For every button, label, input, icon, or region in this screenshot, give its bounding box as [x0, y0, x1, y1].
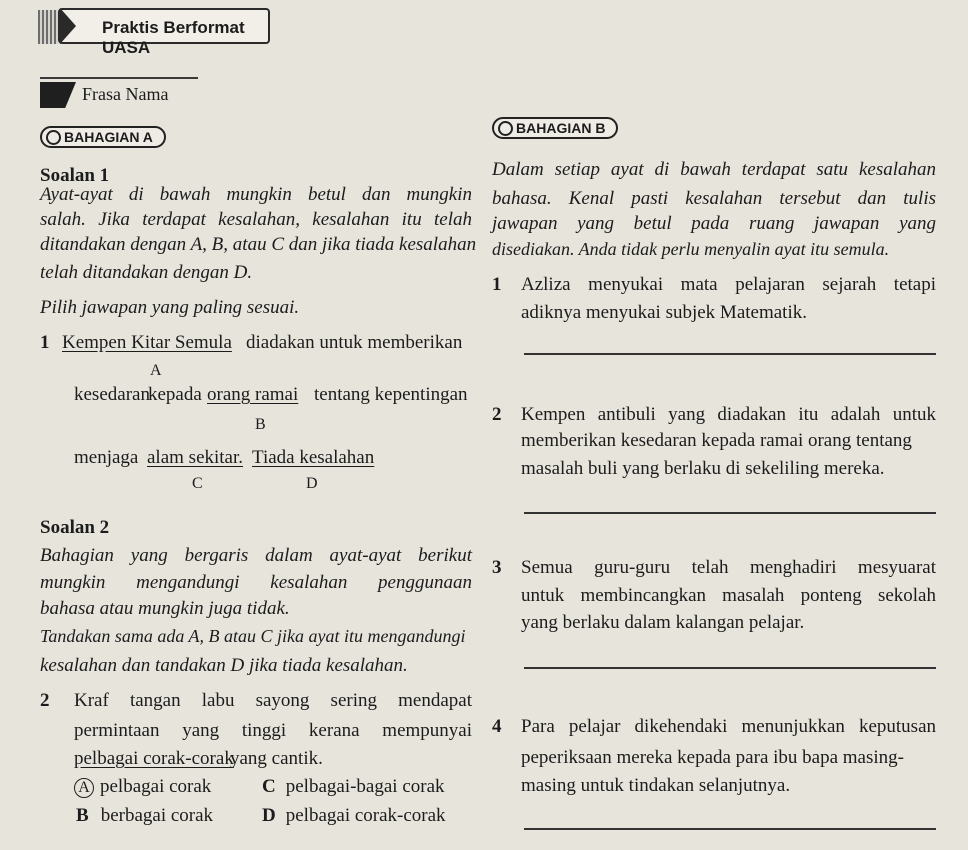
- soalan2-instruction: bahasa atau mungkin juga tidak.: [40, 598, 290, 619]
- mark-b: B: [255, 416, 266, 433]
- question-text: kepada: [148, 384, 202, 405]
- option-c-mark: C: [262, 776, 276, 797]
- question-text: memberikan kesedaran kepada ramai orang tentang: [521, 430, 912, 451]
- answer-line[interactable]: [524, 353, 936, 355]
- section-b-instruction: jawapan yang betul pada ruang jawapan yang: [492, 213, 936, 234]
- option-d-mark: D: [262, 805, 276, 826]
- soalan2-instruction: Bahagian yang bergaris dalam ayat-ayat berikut: [40, 545, 472, 566]
- mark-c: C: [192, 475, 203, 492]
- section-b-instruction: bahasa. Kenal pasti kesalahan tersebut dan tulis: [492, 188, 936, 209]
- question-text: adiknya menyukai subjek Matematik.: [521, 302, 807, 323]
- question-text: Kraf tangan labu sayong sering mendapat: [74, 690, 472, 711]
- soalan1-instruction: telah ditandakan dengan D.: [40, 262, 253, 283]
- mark-d: D: [306, 475, 318, 492]
- soalan1-instruction: ditandakan dengan A, B, atau C dan jika tiada kesalahan: [40, 234, 477, 255]
- question-text: yang berlaku dalam kalangan pelajar.: [521, 612, 805, 633]
- question-number: 4: [492, 716, 502, 737]
- question-text: masing untuk tindakan selanjutnya.: [521, 775, 791, 796]
- question-text: yang cantik.: [230, 748, 323, 769]
- question-text: Azliza menyukai mata pelajaran sejarah tetapi: [521, 274, 936, 295]
- underlined-part-b: orang ramai: [207, 384, 299, 405]
- question-number: 1: [40, 332, 50, 353]
- option-d-text: pelbagai corak-corak: [285, 805, 446, 826]
- soalan1-instruction: Ayat-ayat di bawah mungkin betul dan mungkin: [40, 184, 472, 205]
- option-b[interactable]: [76, 805, 213, 827]
- underlined-part: pelbagai corak-corak: [74, 748, 234, 769]
- soalan2-instruction: Tandakan sama ada A, B atau C jika ayat itu mengandungi: [40, 626, 466, 646]
- section-b-label: BAHAGIAN B: [492, 117, 618, 139]
- header-title-box: [58, 8, 270, 57]
- option-c-text: pelbagai-bagai corak: [285, 776, 445, 797]
- question-text: Para pelajar dikehendaki menunjukkan keputusan: [521, 716, 936, 737]
- soalan2-title: Soalan 2: [40, 517, 110, 538]
- section-b-instruction: disediakan. Anda tidak perlu menyalin ayat itu semula.: [492, 239, 890, 259]
- header-arrow-icon: [60, 8, 76, 44]
- question-text: untuk membincangkan masalah ponteng sekolah: [521, 585, 936, 606]
- underlined-part-a: Kempen Kitar Semula: [62, 332, 232, 353]
- question-number: 2: [492, 404, 502, 425]
- question-text: permintaan yang tinggi kerana mempunyai: [74, 720, 472, 741]
- answer-line[interactable]: [524, 667, 936, 669]
- question-number: 3: [492, 557, 502, 578]
- soalan1-title: Soalan 1: [40, 165, 110, 186]
- underlined-part-d: Tiada kesalahan: [252, 447, 375, 468]
- answer-line[interactable]: [524, 828, 936, 830]
- mark-a: A: [150, 362, 162, 379]
- question-text: peperiksaan mereka kepada para ibu bapa masing-: [521, 747, 904, 768]
- question-text: diadakan untuk memberikan: [246, 332, 463, 353]
- question-text: masalah buli yang berlaku di sekeliling mereka.: [521, 458, 885, 479]
- question-number: 1: [492, 274, 502, 295]
- soalan2-instruction: mungkin mengandungi kesalahan penggunaan: [40, 572, 472, 593]
- soalan2-instruction: kesalahan dan tandakan D jika tiada kesalahan.: [40, 655, 408, 676]
- option-a-text: pelbagai corak: [100, 776, 212, 797]
- question-number: 2: [40, 690, 50, 711]
- option-a-circled-mark: A: [74, 778, 94, 798]
- subtitle: Frasa Nama: [82, 84, 169, 104]
- question-text: Kempen antibuli yang diadakan itu adalah untuk: [521, 404, 936, 425]
- option-c[interactable]: [262, 776, 445, 798]
- answer-line[interactable]: [524, 512, 936, 514]
- soalan1-instruction: salah. Jika terdapat kesalahan, kesalahan itu telah: [40, 209, 472, 230]
- section-a-label: BAHAGIAN A: [40, 126, 166, 148]
- header-decoration: [38, 10, 58, 44]
- subtitle-marker-icon: [40, 82, 76, 108]
- question-text: Semua guru-guru telah menghadiri mesyuarat: [521, 557, 936, 578]
- option-b-text: berbagai corak: [100, 805, 214, 826]
- question-text: menjaga: [74, 447, 139, 468]
- divider: [40, 77, 198, 79]
- question-text: kesedaran: [74, 384, 150, 405]
- soalan1-instruction: Pilih jawapan yang paling sesuai.: [40, 297, 300, 318]
- underlined-part-c: alam sekitar.: [147, 447, 244, 468]
- option-d[interactable]: [262, 805, 446, 827]
- question-text: tentang kepentingan: [314, 384, 468, 405]
- page-title: Praktis Berformat UASA: [102, 18, 245, 57]
- option-b-mark: B: [76, 805, 89, 826]
- option-a[interactable]: [74, 776, 211, 798]
- section-b-instruction: Dalam setiap ayat di bawah terdapat satu kesalahan: [492, 159, 936, 180]
